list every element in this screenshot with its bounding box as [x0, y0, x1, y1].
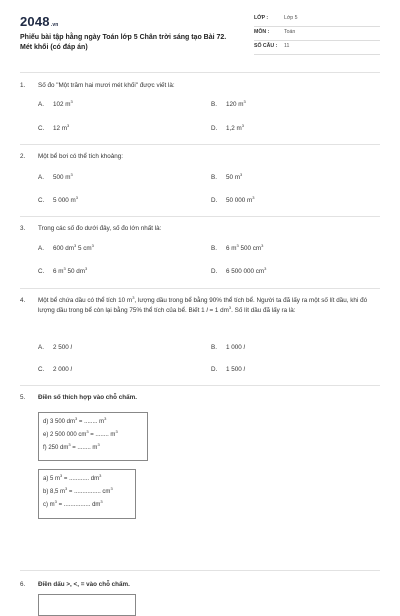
question-number: 1.	[20, 82, 26, 89]
meta-row-class	[254, 12, 380, 27]
option-text: 102 $m^3$	[53, 98, 73, 108]
option-text: 5 000 $m^3$	[53, 194, 78, 204]
option-letter: D.	[211, 197, 218, 204]
option-d[interactable]	[211, 365, 245, 375]
fill-in-box-2	[38, 469, 136, 519]
divider	[20, 288, 380, 289]
option-letter: A.	[38, 344, 44, 351]
option-c[interactable]	[38, 124, 69, 134]
fill-in-item-b[interactable]: b) 8,5 $m^3$ = ................ $cm^3$	[43, 486, 113, 495]
option-letter: D.	[211, 268, 218, 275]
question-text: Số đo "Một trăm hai mươi mét khối" được viết là:	[38, 82, 175, 89]
fill-in-box-1	[38, 412, 148, 461]
page-title: Phiếu bài tập hằng ngày Toán lớp 5 Chân trời sáng tạo Bài 72. Mét khối (có đáp án)	[20, 34, 227, 51]
logo-suffix: .vn	[50, 22, 59, 28]
meta-key: SỐ CÂU :	[254, 43, 278, 49]
divider	[20, 216, 380, 217]
question-number: 4.	[20, 297, 26, 304]
question-number: 3.	[20, 225, 26, 232]
option-text: 6 $m^3$ 500 $cm^3$	[226, 242, 264, 252]
option-text: 2 500 l	[53, 344, 72, 351]
option-letter: C.	[38, 197, 45, 204]
option-text: 1 500 l	[226, 366, 245, 373]
option-d[interactable]	[211, 267, 266, 277]
divider	[20, 385, 380, 386]
option-letter: D.	[211, 366, 218, 373]
option-text: 600 $dm^3$ 5 $cm^3$	[53, 242, 94, 252]
option-letter: C.	[38, 125, 45, 132]
option-d[interactable]	[211, 196, 255, 206]
option-letter: A.	[38, 174, 44, 181]
divider	[20, 144, 380, 145]
option-text: 120 $m^3$	[226, 98, 246, 108]
option-b[interactable]	[211, 244, 263, 254]
option-c[interactable]	[38, 267, 87, 277]
question-text: Điền số thích hợp vào chỗ chấm.	[38, 394, 137, 401]
option-a[interactable]	[38, 173, 73, 183]
option-letter: A.	[38, 245, 44, 252]
fill-in-item-c[interactable]: c) $m^3$ = ................ $dm^3$	[43, 499, 103, 508]
meta-value: 11	[284, 43, 290, 49]
option-a[interactable]	[38, 244, 94, 254]
fill-in-item-a[interactable]: a) 5 $m^3$ = ............ $dm^3$	[43, 473, 102, 482]
option-b[interactable]	[211, 100, 246, 110]
meta-row-subject	[254, 26, 380, 41]
meta-value: Lớp 5	[284, 15, 298, 21]
option-letter: C.	[38, 366, 45, 373]
question-text: Một bể chứa dầu có thể tích 10 $m^3$, lượng dầu trong bể bằng 90% thể tích bể. Người ta đã lấy ra một số lít dầu, khi đó lượng dầu trong bể còn lại bằng 75% thể tích của bể. Biết 1 l = 1 $dm^3$. Số lít dầu đã lấy ra là:	[38, 294, 368, 314]
fill-in-item-f[interactable]: f) 250 $dm^3$ = ........ $m^3$	[43, 442, 100, 451]
option-b[interactable]	[211, 343, 245, 353]
question-number: 6.	[20, 581, 26, 588]
option-b[interactable]	[211, 173, 242, 183]
meta-key: MÔN :	[254, 29, 270, 35]
option-a[interactable]	[38, 100, 73, 110]
option-text: 6 $m^3$ 50 $dm^3$	[53, 265, 88, 275]
option-letter: A.	[38, 101, 44, 108]
divider	[20, 72, 380, 73]
logo-brand: 2048	[20, 14, 50, 29]
site-logo[interactable]	[20, 14, 59, 29]
option-text: 12 $m^3$	[53, 122, 70, 132]
option-letter: D.	[211, 125, 218, 132]
fill-in-item-e[interactable]: e) 2 500 000 $cm^3$ = ........ $m^3$	[43, 429, 118, 438]
option-letter: B.	[211, 101, 217, 108]
option-text: 2 000 l	[53, 366, 72, 373]
meta-key: LỚP :	[254, 15, 269, 21]
option-a[interactable]	[38, 343, 72, 353]
option-letter: B.	[211, 245, 217, 252]
question-text: Trong các số đo dưới đây, số đo lớn nhất là:	[38, 225, 162, 232]
option-text: 6 500 000 $cm^3$	[226, 265, 267, 275]
question-number: 5.	[20, 394, 26, 401]
compare-box	[38, 594, 136, 616]
option-letter: B.	[211, 344, 217, 351]
question-text: Một bể bơi có thể tích khoảng:	[38, 153, 123, 160]
option-text: 1 000 l	[226, 344, 245, 351]
option-text: 50 000 $m^3$	[226, 194, 255, 204]
option-letter: C.	[38, 268, 45, 275]
option-c[interactable]	[38, 196, 78, 206]
fill-in-item-d[interactable]: d) 3 500 $dm^3$ = ........ $m^3$	[43, 416, 107, 425]
option-text: 1,2 $m^3$	[226, 122, 244, 132]
option-text: 500 $m^3$	[53, 171, 73, 181]
option-c[interactable]	[38, 365, 72, 375]
option-d[interactable]	[211, 124, 244, 134]
question-text: Điền dấu >, <, = vào chỗ chấm.	[38, 581, 130, 588]
meta-row-count	[254, 40, 380, 55]
question-number: 2.	[20, 153, 26, 160]
option-text: 50 $m^3$	[226, 171, 243, 181]
meta-value: Toán	[284, 29, 296, 35]
option-letter: B.	[211, 174, 217, 181]
divider	[20, 570, 380, 571]
